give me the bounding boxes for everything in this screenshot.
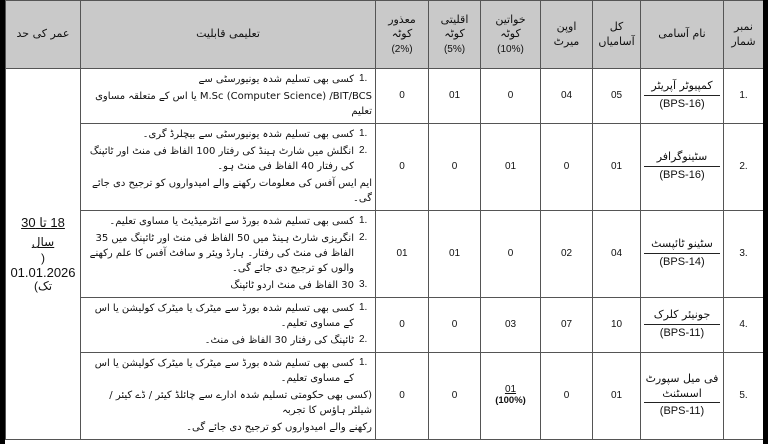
qualification-item-text: انگریزی شارٹ ہینڈ میں 50 الفاظ فی منٹ اور ٹائپنگ میں 35 الفاظ فی منٹ کی رفتار۔ ہارڈ ویئر و سافٹ آفس کا علم رکھنے والوں کو ترجیح دی جائے گی۔ xyxy=(89,233,354,274)
header-minority-quota-label: اقلیتی کوٹہ xyxy=(440,12,469,41)
header-post-label: نام آسامی xyxy=(658,27,706,41)
open-merit-count: 0 xyxy=(541,353,593,440)
header-women-quota-pct: (10%) xyxy=(497,43,524,55)
header-qualification-label: تعلیمی قابلیت xyxy=(196,27,260,41)
qualification-note: M.Sc (Computer Science) /BIT/BCS یا اس کے متعلقہ مساوی تعلیم xyxy=(95,91,372,117)
qualification-item-number: 1. xyxy=(359,357,368,368)
women-quota-count: 01 xyxy=(481,124,541,211)
age-till-label: تک) xyxy=(33,279,53,294)
qualification-item xyxy=(84,214,372,229)
qualification-item-text: کسی بھی تسلیم شدہ یونیورسٹی سے بیچلرڈ گری۔ xyxy=(142,129,354,140)
qualification-cell xyxy=(81,353,376,440)
header-serial xyxy=(724,1,764,69)
qualification-note: (کسی بھی حکومتی تسلیم شدہ ادارے سے چائلڈ کیئر / ڈے کیئر / شیلٹر ہاؤس کا تجربہ xyxy=(109,390,372,416)
row-serial-number: 3. xyxy=(724,211,764,298)
table-row xyxy=(6,124,764,211)
qualification-item xyxy=(84,144,372,174)
header-disabled-quota-label: معذور کوٹہ xyxy=(388,12,416,41)
qualification-item-number: 2. xyxy=(359,334,368,345)
qualification-item-text: ٹائپنگ کی رفتار 30 الفاظ فی منٹ۔ xyxy=(204,335,354,346)
job-vacancies-table xyxy=(5,0,764,440)
header-women-quota xyxy=(481,1,541,69)
qualification-item-number: 3. xyxy=(359,279,368,290)
row-serial-number: 2. xyxy=(724,124,764,211)
qualification-item-text: کسی بھی تسلیم شدہ بورڈ سے میٹرک یا میٹرک کولیشن یا اس کے مساوی تعلیم۔ xyxy=(94,358,354,384)
post-title-cell xyxy=(641,124,724,211)
qualification-item-number: 1. xyxy=(359,215,368,226)
qualification-item-number: 2. xyxy=(359,145,368,156)
post-name: سٹینوگرافر xyxy=(644,150,720,166)
qualification-item-number: 2. xyxy=(359,232,368,243)
total-posts-count: 01 xyxy=(593,353,641,440)
disabled-quota-count: 0 xyxy=(376,69,429,124)
post-pay-scale: (BPS-16) xyxy=(659,97,705,110)
row-serial-number: 1. xyxy=(724,69,764,124)
post-name: سٹینو ٹائپسٹ xyxy=(644,237,720,253)
total-posts-count: 05 xyxy=(593,69,641,124)
qualification-item xyxy=(84,231,372,276)
table-body xyxy=(6,69,764,440)
women-quota-count: 0 xyxy=(481,211,541,298)
disabled-quota-count: 0 xyxy=(376,124,429,211)
header-post xyxy=(641,1,724,69)
qualification-item-text: کسی بھی تسلیم شدہ یونیورسٹی سے xyxy=(198,74,354,85)
header-age-limit-label: عمر کی حد xyxy=(16,27,70,41)
qualification-item xyxy=(84,301,372,331)
header-open-merit-label: اوپن میرٹ xyxy=(553,20,580,48)
post-name: فی میل سپورٹ اسسٹنٹ xyxy=(644,372,720,403)
total-posts-count: 10 xyxy=(593,298,641,353)
post-name: جونیئر کلرک xyxy=(644,308,720,324)
post-pay-scale: (BPS-14) xyxy=(659,255,705,268)
table-header-row xyxy=(6,1,764,69)
qualification-note: ایم ایس آفس کی معلومات رکھنے والے امیدواروں کو ترجیح دی جائے گی۔ xyxy=(91,178,372,204)
qualification-cell xyxy=(81,298,376,353)
age-limit-cell xyxy=(6,69,81,440)
qualification-note: رکھنے والے امیدواروں کو ترجیح دی جائے گی۔ xyxy=(186,422,372,433)
qualification-item xyxy=(84,127,372,142)
header-total-posts xyxy=(593,1,641,69)
minority-quota-count: 0 xyxy=(429,298,481,353)
post-title-cell xyxy=(641,69,724,124)
women-quota-percent: (100%) xyxy=(495,394,526,406)
table-row xyxy=(6,353,764,440)
header-minority-quota xyxy=(429,1,481,69)
open-merit-count: 02 xyxy=(541,211,593,298)
post-title-cell xyxy=(641,211,724,298)
women-quota-count: 0 xyxy=(481,69,541,124)
disabled-quota-count: 0 xyxy=(376,298,429,353)
qualification-cell xyxy=(81,124,376,211)
qualification-item-text: انگلش میں شارٹ ہینڈ کی رفتار 100 الفاظ فی منٹ اور ٹائپنگ کی رفتار 40 الفاظ فی منٹ ہو۔ xyxy=(89,146,354,172)
post-title-cell xyxy=(641,353,724,440)
post-name: کمپیوٹر آپریٹر xyxy=(644,79,720,95)
header-minority-quota-pct: (5%) xyxy=(443,43,466,55)
post-pay-scale: (BPS-16) xyxy=(659,168,705,181)
post-pay-scale: (BPS-11) xyxy=(659,404,705,417)
header-disabled-quota xyxy=(376,1,429,69)
age-paren-open: ( xyxy=(41,250,45,265)
post-title-cell xyxy=(641,298,724,353)
disabled-quota-count: 0 xyxy=(376,353,429,440)
qualification-item xyxy=(84,356,372,386)
disabled-quota-count: 01 xyxy=(376,211,429,298)
minority-quota-count: 0 xyxy=(429,124,481,211)
qualification-item-text: کسی بھی تسلیم شدہ بورڈ سے میٹرک یا میٹرک کولیشن یا اس کے مساوی تعلیم۔ xyxy=(94,303,354,329)
table-row xyxy=(6,69,764,124)
header-open-merit xyxy=(541,1,593,69)
qualification-item xyxy=(84,72,372,87)
minority-quota-count: 01 xyxy=(429,69,481,124)
qualification-item-text: 30 الفاظ فی منٹ اردو ٹائپنگ xyxy=(230,280,354,291)
header-women-quota-label: خواتین کوٹہ xyxy=(495,12,526,41)
age-cutoff-date: 01.01.2026 xyxy=(10,264,76,280)
table-row xyxy=(6,211,764,298)
women-quota-value: 01 xyxy=(504,384,517,395)
open-merit-count: 07 xyxy=(541,298,593,353)
age-range-value: 18 تا 30 xyxy=(21,215,65,231)
age-unit-label: سال xyxy=(31,235,55,250)
women-quota-count: 03 xyxy=(481,298,541,353)
header-disabled-quota-pct: (2%) xyxy=(391,43,413,55)
women-quota-count xyxy=(481,353,541,440)
row-serial-number: 4. xyxy=(724,298,764,353)
minority-quota-count: 01 xyxy=(429,211,481,298)
age-till-text: تک xyxy=(37,279,53,294)
table-row xyxy=(6,298,764,353)
qualification-cell xyxy=(81,211,376,298)
header-serial-label: نمبر شمار xyxy=(731,20,756,48)
header-qualification xyxy=(81,1,376,69)
row-serial-number: 5. xyxy=(724,353,764,440)
header-total-label: کل آسامیاں xyxy=(598,20,635,48)
qualification-item-number: 1. xyxy=(359,128,368,139)
open-merit-count: 0 xyxy=(541,124,593,211)
qualification-item-text: کسی بھی تسلیم شدہ بورڈ سے انٹرمیڈیٹ یا مساوی تعلیم۔ xyxy=(109,216,354,227)
total-posts-count: 01 xyxy=(593,124,641,211)
open-merit-count: 04 xyxy=(541,69,593,124)
minority-quota-count: 0 xyxy=(429,353,481,440)
post-pay-scale: (BPS-11) xyxy=(659,326,705,339)
qualification-cell xyxy=(81,69,376,124)
qualification-item-number: 1. xyxy=(359,302,368,313)
header-age-limit xyxy=(6,1,81,69)
qualification-item-number: 1. xyxy=(359,73,368,84)
qualification-item xyxy=(84,333,372,348)
qualification-item xyxy=(84,278,372,293)
total-posts-count: 04 xyxy=(593,211,641,298)
